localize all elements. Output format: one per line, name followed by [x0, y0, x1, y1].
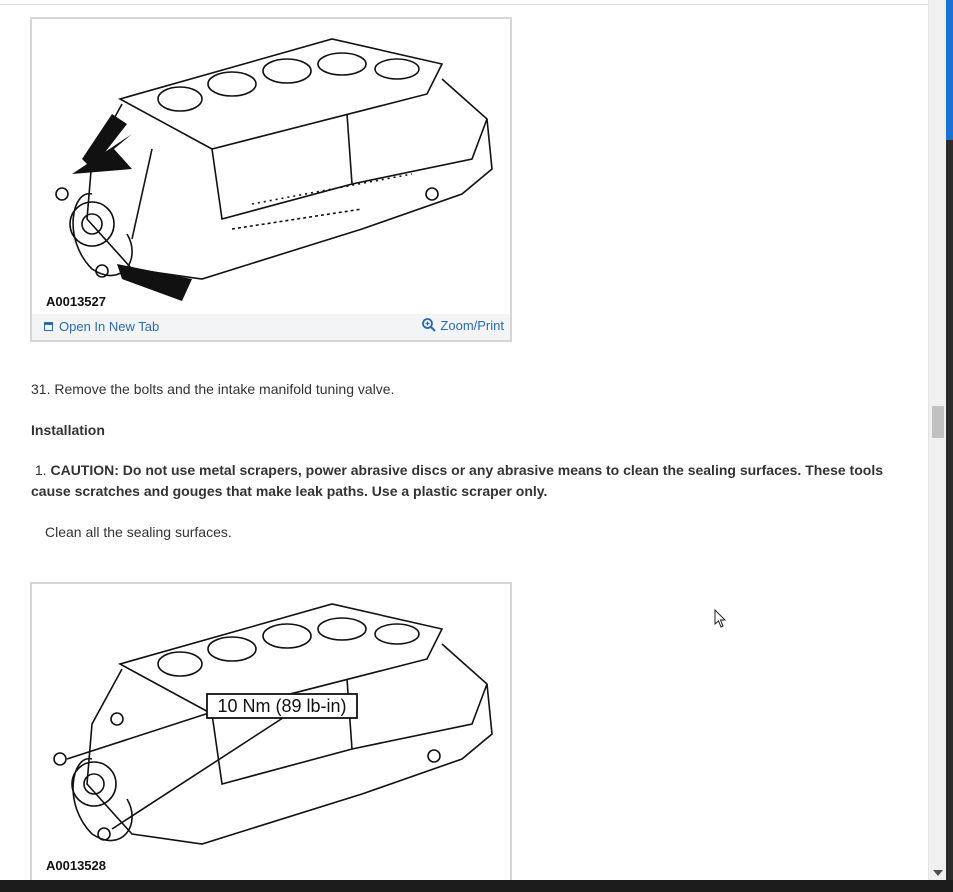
figure-toolbar	[32, 314, 510, 340]
window-bottom-edge	[0, 880, 953, 892]
window-edge	[946, 0, 953, 892]
mouse-cursor-icon	[714, 609, 728, 629]
figure-caption: A0013528	[46, 858, 106, 873]
torque-callout: 10 Nm (89 lb-in)	[217, 696, 347, 716]
scroll-down-arrow-icon[interactable]	[933, 870, 943, 876]
clean-instruction: Clean all the sealing surfaces.	[45, 524, 232, 540]
vertical-scrollbar[interactable]	[928, 0, 947, 880]
top-divider	[0, 0, 928, 5]
step-1-caution	[31, 460, 891, 502]
step-number: 1.	[34, 462, 47, 478]
zoom-icon	[421, 317, 437, 333]
figure-caption: A0013527	[46, 294, 106, 309]
manifold-diagram-icon	[32, 19, 510, 314]
manifold-diagram-icon	[32, 584, 510, 880]
caution-label: CAUTION:	[50, 462, 119, 478]
zoom-print-label: Zoom/Print	[440, 317, 504, 333]
figure-a0013527	[30, 17, 512, 342]
scrollbar-thumb[interactable]	[932, 406, 944, 438]
step-31: 31. Remove the bolts and the intake manifold tuning valve.	[31, 381, 395, 397]
zoom-print-link[interactable]	[421, 317, 504, 333]
window-edge-accent	[946, 0, 953, 140]
caution-text: Do not use metal scrapers, power abrasive discs or any abrasive means to clean the sealing surfaces. These tools cause scratches and gouges that make leak paths. Use a plastic scraper only.	[31, 462, 883, 499]
open-in-new-tab-link[interactable]	[44, 319, 159, 334]
open-new-tab-icon	[44, 322, 53, 331]
open-in-new-tab-label: Open In New Tab	[59, 319, 160, 334]
installation-heading: Installation	[31, 422, 105, 438]
figure-a0013528	[30, 582, 512, 880]
